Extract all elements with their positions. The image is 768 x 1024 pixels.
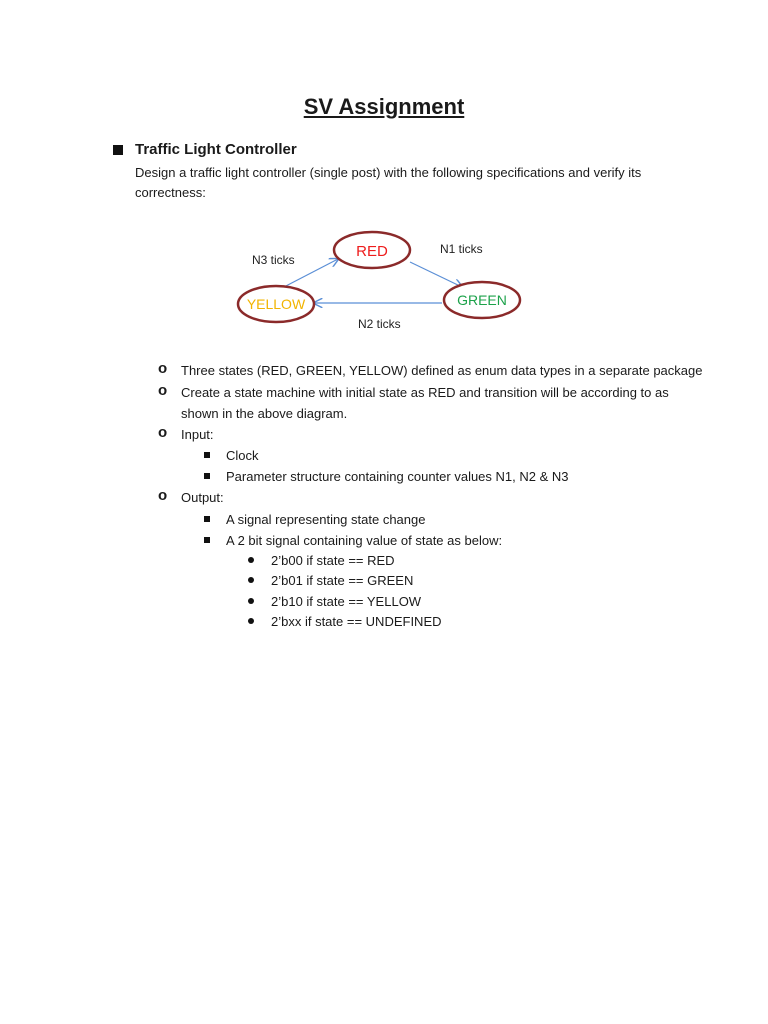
- state-red-label: RED: [356, 243, 388, 260]
- state-green-label: GREEN: [457, 292, 507, 308]
- bullet-dot: [248, 557, 254, 563]
- bullet-o: o: [158, 360, 168, 377]
- arrow-red-to-green: [410, 262, 462, 287]
- input-clock: Clock: [226, 448, 259, 463]
- encoding-yellow: 2’b10 if state == YELLOW: [271, 594, 422, 609]
- spec-item-fsm-line1: Create a state machine with initial state as RED and transition will be according to as: [181, 385, 669, 400]
- bullet-o: o: [158, 382, 168, 399]
- transition-n1-label: N1 ticks: [440, 242, 483, 256]
- spec-item-fsm-line2: shown in the above diagram.: [181, 406, 348, 421]
- bullet-square: [204, 537, 210, 543]
- encoding-red: 2’b00 if state == RED: [271, 553, 395, 568]
- transition-n2-label: N2 ticks: [358, 317, 401, 331]
- state-yellow-label: YELLOW: [246, 296, 306, 312]
- spec-input-label: Input:: [181, 427, 214, 442]
- bullet-dot: [248, 577, 254, 583]
- encoding-undefined: 2’bxx if state == UNDEFINED: [271, 614, 442, 629]
- section-heading: Traffic Light Controller: [135, 141, 297, 158]
- document-title: SV Assignment: [303, 94, 465, 119]
- spec-output-label: Output:: [181, 490, 224, 505]
- bullet-o: o: [158, 487, 168, 504]
- spec-item-states: Three states (RED, GREEN, YELLOW) defined as enum data types in a separate package: [181, 363, 703, 378]
- bullet-dot: [248, 598, 254, 604]
- bullet-square: [204, 452, 210, 458]
- input-params: Parameter structure containing counter values N1, N2 & N3: [226, 469, 569, 484]
- bullet-square: [204, 473, 210, 479]
- bullet-square: [204, 516, 210, 522]
- output-2bit-signal: A 2 bit signal containing value of state as below:: [226, 533, 503, 548]
- bullet-dot: [248, 618, 254, 624]
- state-diagram: [0, 0, 768, 360]
- output-state-change: A signal representing state change: [226, 512, 426, 527]
- encoding-green: 2’b01 if state == GREEN: [271, 573, 414, 588]
- transition-n3-label: N3 ticks: [252, 253, 295, 267]
- intro-paragraph: Design a traffic light controller (single post) with the following specifications and verify its correctness:: [135, 165, 642, 200]
- bullet-o: o: [158, 424, 168, 441]
